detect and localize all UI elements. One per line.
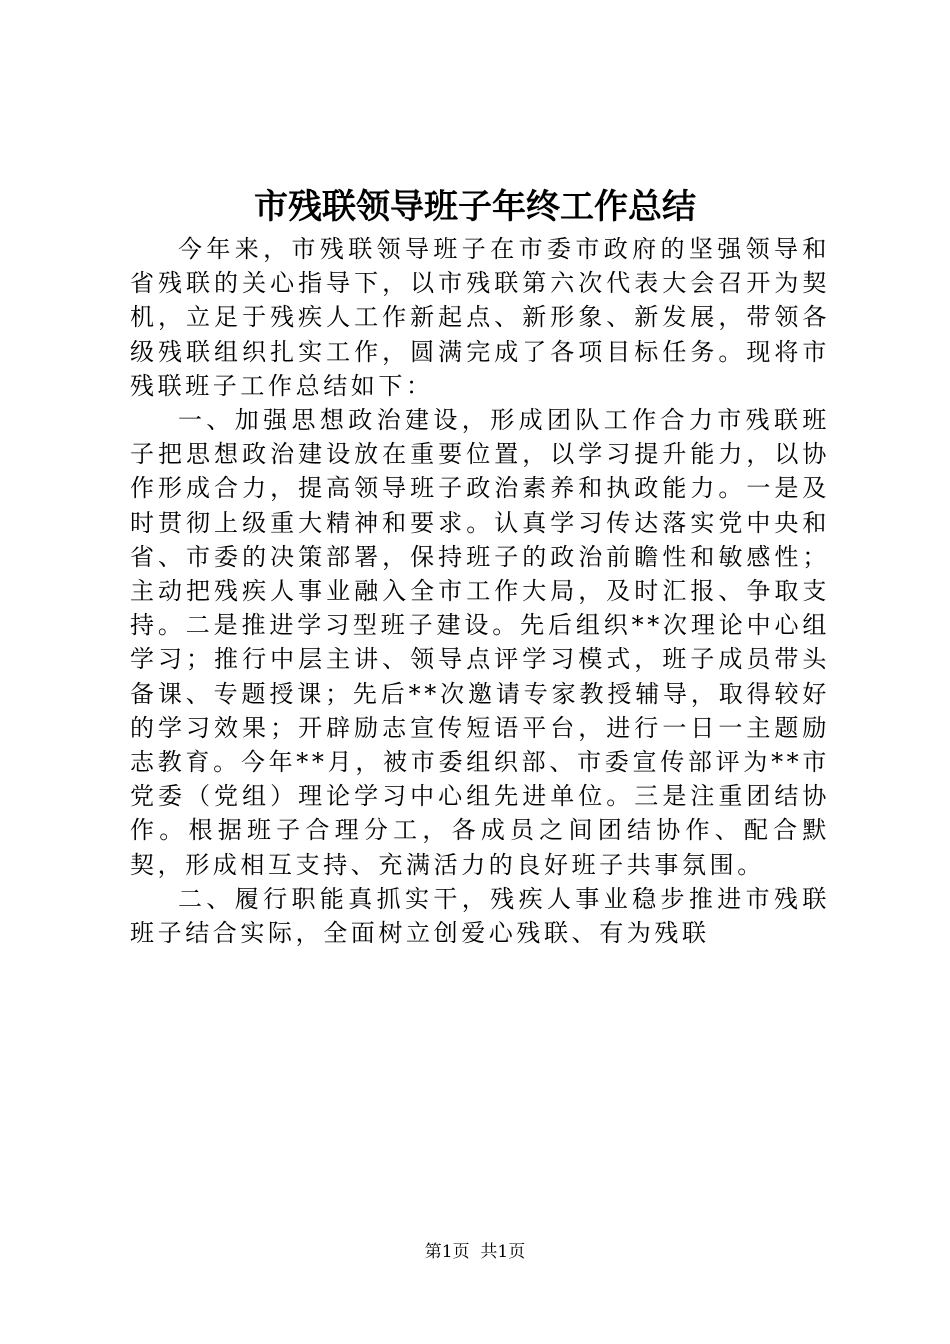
footer-spacer: [470, 1242, 481, 1262]
document-body: [130, 232, 830, 950]
page-footer: [0, 1240, 950, 1264]
document-title: 市残联领导班子年终工作总结: [254, 187, 696, 227]
page-number: 第1页: [424, 1242, 470, 1262]
paragraph-section-1: 一、加强思想政治建设，形成团队工作合力市残联班子把思想政治建设放在重要位置，以学习提升能力，以协作形成合力，提高领导班子政治素养和执政能力。一是及时贯彻上级重大精神和要求。认真学习传达落实党中央和省、市委的决策部署，保持班子的政治前瞻性和敏感性；主动把残疾人事业融入全市工作大局，及时汇报、争取支持。二是推进学习型班子建设。先后组织**次理论中心组学习；推行中层主讲、领导点评学习模式，班子成员带头备课、专题授课；先后**次邀请专家教授辅导，取得较好的学习效果；开辟励志宣传短语平台，进行一日一主题励志教育。今年**月，被市委组织部、市委宣传部评为**市党委（党组）理论学习中心组先进单位。三是注重团结协作。根据班子合理分工，各成员之间团结协作、配合默契，形成相互支持、充满活力的良好班子共事氛围。: [130, 406, 830, 879]
page-total: 共1页: [480, 1242, 526, 1262]
paragraph-intro: 今年来，市残联领导班子在市委市政府的坚强领导和省残联的关心指导下，以市残联第六次代表大会召开为契机，立足于残疾人工作新起点、新形象、新发展，带领各级残联组织扎实工作，圆满完成了各项目标任务。现将市残联班子工作总结如下：: [130, 235, 830, 400]
paragraph-section-2: 二、履行职能真抓实干，残疾人事业稳步推进市残联班子结合实际，全面树立创爱心残联、有为残联: [130, 884, 830, 948]
